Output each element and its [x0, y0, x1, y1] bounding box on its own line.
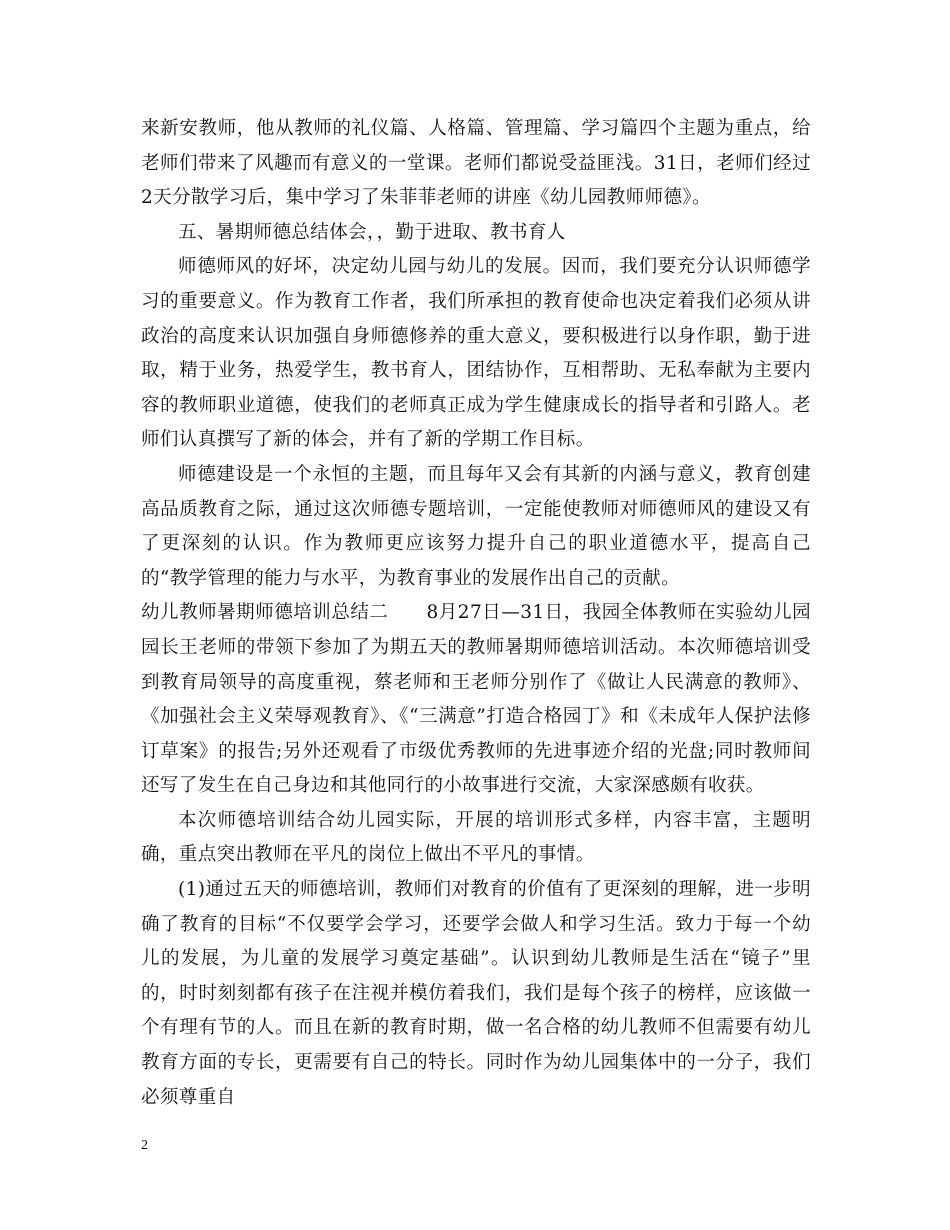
page-number: 2	[141, 1138, 148, 1153]
paragraph-summary-two: 幼儿教师暑期师德培训总结二 8月27日—31日，我园全体教师在实验幼儿园园长王老师的带领下参加了为期五天的教师暑期师德培训活动。本次师德培训受到教育局领导的高度重视，蔡老师和王老师分别作了《做让人民满意的教师》、《加强社会主义荣辱观教育》、《“三满意”打造合格园丁》和《未成年人保护法修订草案》的报告;另外还观看了市级优秀教师的先进事迹介绍的光盘;同时教师间还写了发生在自己身边和其他同行的小故事进行交流，大家深感颇有收获。	[141, 602, 811, 797]
section-heading: 五、暑期师德总结体会，，勤于进取、教书育人	[178, 221, 566, 243]
paragraph: 师德师风的好坏，决定幼儿园与幼儿的发展。因而，我们要充分认识师德学习的重要意义。作为教育工作者，我们所承担的教育使命也决定着我们必须从讲政治的高度来认识加强自身师德修养的重大意义，要积极进行以身作职，勤于进取，精于业务，热爱学生，教书育人，团结协作，互相帮助、无私奉献为主要内容的教师职业道德，使我们的老师真正成为学生健康成长的指导者和引路人。老师们认真撰写了新的体会，并有了新的学期工作目标。	[141, 256, 811, 451]
paragraph-numbered: (1)通过五天的师德培训，教师们对教育的价值有了更深刻的理解，进一步明确了教育的目标“不仅要学会学习，还要学会做人和学习生活。致力于每一个幼儿的发展，为儿童的发展学习奠定基础”。认识到幼儿教师是生活在“镜子”里的，时时刻刻都有孩子在注视并模仿着我们，我们是每个孩子的榜样，应该做一个有理有节的人。而且在新的教育时期，做一名合格的幼儿教师不但需要有幼儿教育方面的专长，更需要有自己的特长。同时作为幼儿园集体中的一分子，我们必须尊重自	[141, 879, 811, 1108]
paragraph: 本次师德培训结合幼儿园实际，开展的培训形式多样，内容丰富，主题明确，重点突出教师在平凡的岗位上做出不平凡的事情。	[141, 809, 811, 866]
document-body	[141, 112, 811, 1115]
paragraph: 师德建设是一个永恒的主题，而且每年又会有其新的内涵与意义，教育创建高品质教育之际，通过这次师德专题培训，一定能使教师对师德师风的建设又有了更深刻的认识。作为教师更应该努力提升自己的职业道德水平，提高自己的“教学管理的能力与水平，为教育事业的发展作出自己的贡献。	[141, 463, 811, 589]
paragraph-continuation: 来新安教师，他从教师的礼仪篇、人格篇、管理篇、学习篇四个主题为重点，给老师们带来了风趣而有意义的一堂课。老师们都说受益匪浅。31日，老师们经过2天分散学习后，集中学习了朱菲菲老师的讲座《幼儿园教师师德》。	[141, 118, 811, 209]
